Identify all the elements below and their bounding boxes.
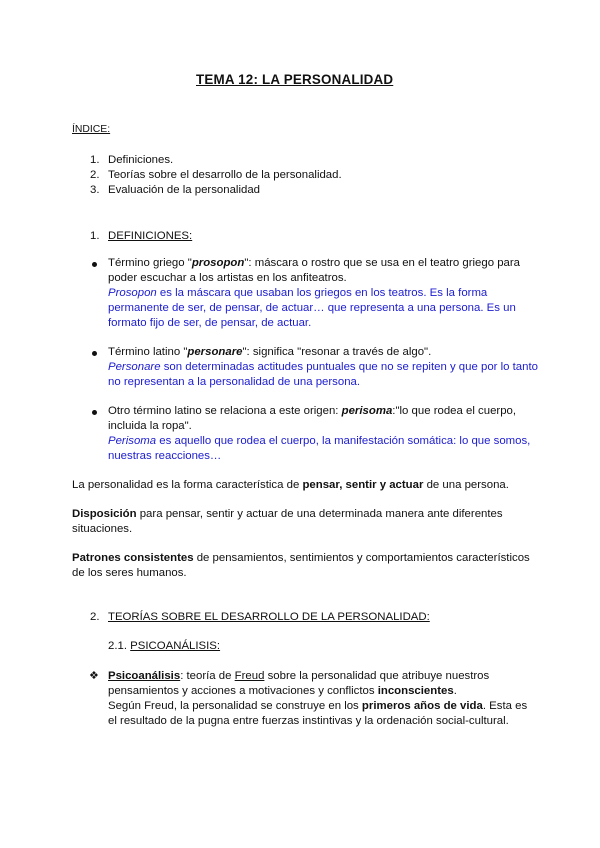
- index-item-num: 3.: [90, 184, 100, 196]
- section-2-heading: TEORÍAS SOBRE EL DESARROLLO DE LA PERSONALIDAD:: [108, 611, 430, 623]
- index-item-num: 1.: [90, 154, 100, 166]
- text: es la máscara que usaban los griegos en los teatros. Es la forma: [156, 287, 488, 299]
- paragraph-3-line-1: [72, 551, 530, 566]
- text: Otro término latino se relaciona a este origen:: [108, 405, 342, 417]
- text: :"lo que rodea el cuerpo,: [392, 405, 517, 417]
- text: La personalidad es la forma característica de: [72, 479, 303, 491]
- bullet-2-note-line-2: no representan a la personalidad de una persona.: [108, 376, 361, 388]
- text: pensamientos y acciones a motivaciones y conflictos: [108, 685, 378, 697]
- section-2-num: 2.: [90, 611, 100, 623]
- paragraph-1: [72, 478, 509, 493]
- text: para pensar, sentir y actuar de una determinada manera ante diferentes: [136, 508, 503, 520]
- bullet-3-line-2: incluida la ropa".: [108, 420, 192, 432]
- note-term: Prosopon: [108, 287, 157, 299]
- text: .: [453, 685, 457, 697]
- bold-text: pensar, sentir y actuar: [302, 479, 424, 491]
- psicoanalisis-line-2: [108, 684, 457, 699]
- bullet-3-line-1: [108, 404, 516, 419]
- section-1-heading: DEFINICIONES:: [108, 230, 193, 242]
- text: ": máscara o rostro que se usa en el teatro griego para: [244, 257, 521, 269]
- paragraph-2-line-2: situaciones.: [72, 523, 133, 535]
- note-term: Perisoma: [108, 435, 157, 447]
- bullet-3-note-line-2: nuestras reacciones…: [108, 450, 222, 462]
- bullet-1-note-line-1: [108, 286, 487, 301]
- subsection-2-1: [108, 639, 220, 654]
- psicoanalisis-line-3: [108, 699, 527, 714]
- paragraph-3-line-2: de los seres humanos.: [72, 567, 187, 579]
- text: : teoría de: [180, 670, 235, 682]
- psicoanalisis-line-4: el resultado de la pugna entre fuerzas instintivas y la ordenación social-cultural.: [108, 715, 509, 727]
- index-item: Evaluación de la personalidad: [108, 184, 260, 196]
- text: sobre la personalidad que atribuye nuestros: [264, 670, 490, 682]
- index-heading: ÍNDICE:: [72, 124, 111, 135]
- bullet-1-line-2: poder escuchar a los artistas en los anfiteatros.: [108, 272, 347, 284]
- index-item: Teorías sobre el desarrollo de la personalidad.: [108, 169, 342, 181]
- term-perisoma: perisoma: [341, 405, 393, 417]
- bullet-icon: [92, 351, 97, 356]
- bold-text: Patrones consistentes: [72, 552, 194, 564]
- text: de pensamientos, sentimientos y comportamientos característicos: [193, 552, 530, 564]
- bullet-1-line-1: [108, 256, 520, 271]
- text: Término latino ": [108, 346, 188, 358]
- term-personare: personare: [187, 346, 243, 358]
- index-item: Definiciones.: [108, 154, 174, 166]
- subsection-heading: PSICOANÁLISIS:: [130, 640, 221, 652]
- section-1-num: 1.: [90, 230, 100, 242]
- bold-text: inconscientes: [377, 685, 454, 697]
- bullet-icon: [92, 262, 97, 267]
- text: Según Freud, la personalidad se construye en los: [108, 700, 362, 712]
- bold-text: primeros años de vida: [361, 700, 483, 712]
- bullet-1-note-line-3: formato fijo de ser, de pensar, de actuar.: [108, 317, 312, 329]
- bullet-2-line-1: [108, 345, 431, 360]
- psicoanalisis-line-1: [108, 669, 489, 684]
- diamond-bullet-icon: ❖: [89, 670, 99, 682]
- bold-text: Disposición: [72, 508, 137, 520]
- bullet-icon: [92, 410, 97, 415]
- text: de una persona.: [423, 479, 509, 491]
- freud-link[interactable]: Freud: [234, 670, 265, 682]
- text: . Esta es: [482, 700, 528, 712]
- bullet-3-note-line-1: [108, 434, 530, 449]
- bullet-1-note-line-2: permanente de ser, de pensar, de actuar… que representa a una persona. Es un: [108, 302, 516, 314]
- text: ": significa "resonar a través de algo".: [242, 346, 432, 358]
- text: es aquello que rodea el cuerpo, la manifestación somática: lo que somos,: [156, 435, 531, 447]
- text: son determinadas actitudes puntuales que no se repiten y que por lo tanto: [160, 361, 538, 373]
- subsection-num: 2.1.: [108, 640, 127, 652]
- term-prosopon: prosopon: [191, 257, 245, 269]
- text: Término griego ": [108, 257, 192, 269]
- page-title: TEMA 12: LA PERSONALIDAD: [196, 72, 394, 87]
- term-psicoanalisis: Psicoanálisis: [108, 670, 181, 682]
- note-term: Personare: [108, 361, 161, 373]
- bullet-2-note-line-1: [108, 360, 538, 375]
- paragraph-2-line-1: [72, 507, 503, 522]
- index-item-num: 2.: [90, 169, 100, 181]
